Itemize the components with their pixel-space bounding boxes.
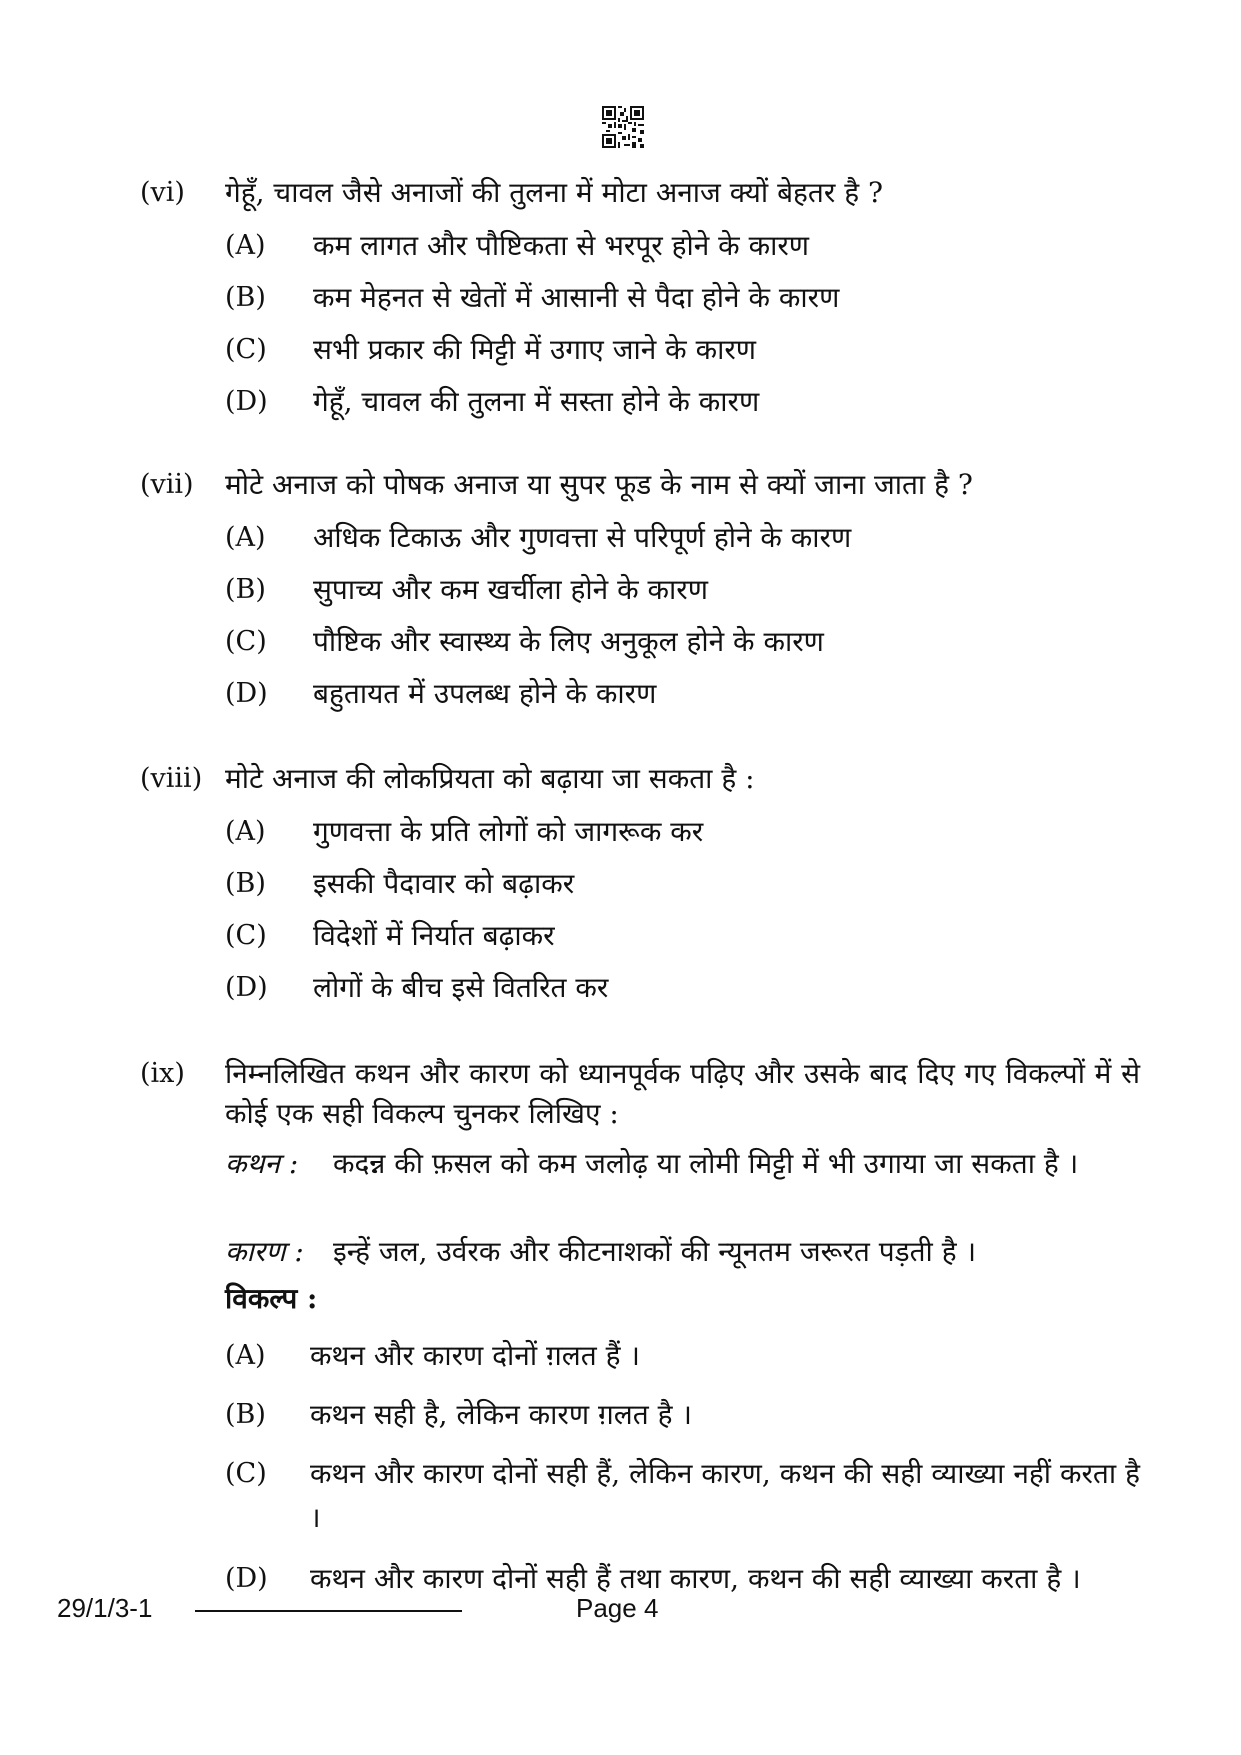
qr-code-icon — [602, 106, 644, 148]
option-label: (B) — [225, 1399, 266, 1430]
option-text: गेहूँ, चावल की तुलना में सस्ता होने के कारण — [313, 385, 760, 418]
question-text: मोटे अनाज की लोकप्रियता को बढ़ाया जा सकता है : — [225, 762, 755, 795]
option-label: (C) — [225, 626, 267, 657]
option-label: (D) — [225, 678, 268, 709]
option-label: (B) — [225, 574, 266, 605]
option-label: (A) — [225, 230, 266, 261]
paper-code: 29/1/3-1 — [57, 1593, 153, 1623]
option-text: विदेशों में निर्यात बढ़ाकर — [313, 919, 555, 952]
option-text: लोगों के बीच इसे वितरित कर — [313, 971, 609, 1004]
option-b — [225, 570, 1140, 610]
question-number: (vi) — [140, 177, 185, 208]
option-label: (A) — [225, 816, 266, 847]
option-text: इसकी पैदावार को बढ़ाकर — [313, 867, 575, 900]
assertion-text: कदन्न की फ़सल को कम जलोढ़ या लोमी मिट्टी में भी उगाया जा सकता है । — [333, 1147, 1079, 1180]
option-c — [225, 622, 1140, 662]
option-d — [225, 674, 1140, 714]
option-b — [225, 864, 1140, 904]
option-d — [225, 382, 1140, 422]
choices-heading: विकल्प : — [225, 1282, 318, 1315]
option-text: कथन और कारण दोनों ग़लत हैं । — [310, 1339, 640, 1372]
option-label: (A) — [225, 1340, 266, 1371]
option-text: कम मेहनत से खेतों में आसानी से पैदा होने के कारण — [313, 281, 840, 314]
option-c — [225, 330, 1140, 370]
option-label: (B) — [225, 282, 266, 313]
question-text: निम्नलिखित कथन और कारण को ध्यानपूर्वक पढ़िए और उसके बाद दिए गए विकल्पों में से कोई एक सही विकल्प चुनकर लिखिए : — [225, 1057, 1140, 1130]
assertion-label: कथन : — [225, 1147, 299, 1180]
option-d — [225, 1557, 1140, 1601]
page-number: Page 4 — [576, 1593, 659, 1623]
option-text: अधिक टिकाऊ और गुणवत्ता से परिपूर्ण होने के कारण — [313, 521, 852, 554]
option-a — [225, 226, 1140, 266]
footer-divider — [195, 1610, 462, 1612]
option-c — [225, 1452, 1140, 1540]
option-text: पौष्टिक और स्वास्थ्य के लिए अनुकूल होने के कारण — [313, 625, 824, 658]
option-text: बहुतायत में उपलब्ध होने के कारण — [313, 677, 657, 710]
option-label: (C) — [225, 920, 267, 951]
question-number: (ix) — [140, 1058, 185, 1089]
question-text: गेहूँ, चावल जैसे अनाजों की तुलना में मोटा अनाज क्यों बेहतर है ? — [225, 176, 884, 209]
option-d — [225, 968, 1140, 1008]
option-text: कथन सही है, लेकिन कारण ग़लत है । — [310, 1398, 692, 1431]
option-c — [225, 916, 1140, 956]
option-a — [225, 1334, 1140, 1378]
option-text: कथन और कारण दोनों सही हैं तथा कारण, कथन की सही व्याख्या करता है । — [310, 1562, 1081, 1595]
question-number: (viii) — [140, 763, 203, 794]
option-text: कम लागत और पौष्टिकता से भरपूर होने के कारण — [313, 229, 810, 262]
option-a — [225, 518, 1140, 558]
reason-text: इन्हें जल, उर्वरक और कीटनाशकों की न्यूनतम जरूरत पड़ती है । — [333, 1235, 977, 1268]
reason — [225, 1232, 1140, 1272]
option-label: (D) — [225, 386, 268, 417]
assertion — [225, 1144, 1140, 1224]
option-text: गुणवत्ता के प्रति लोगों को जागरूक कर — [313, 815, 704, 848]
question-number: (vii) — [140, 469, 194, 500]
option-text: सभी प्रकार की मिट्टी में उगाए जाने के कारण — [313, 333, 757, 366]
option-label: (D) — [225, 1563, 268, 1594]
option-b — [225, 1393, 1140, 1437]
option-label: (C) — [225, 1458, 267, 1489]
option-a — [225, 812, 1140, 852]
reason-label: कारण : — [225, 1235, 304, 1268]
option-label: (B) — [225, 868, 266, 899]
option-label: (C) — [225, 334, 267, 365]
option-b — [225, 278, 1140, 318]
option-label: (A) — [225, 522, 266, 553]
question-text: मोटे अनाज को पोषक अनाज या सुपर फूड के नाम से क्यों जाना जाता है ? — [225, 468, 973, 501]
option-label: (D) — [225, 972, 268, 1003]
option-text: सुपाच्य और कम खर्चीला होने के कारण — [313, 573, 708, 606]
option-text: कथन और कारण दोनों सही हैं, लेकिन कारण, कथन की सही व्याख्या नहीं करता है । — [310, 1457, 1140, 1534]
